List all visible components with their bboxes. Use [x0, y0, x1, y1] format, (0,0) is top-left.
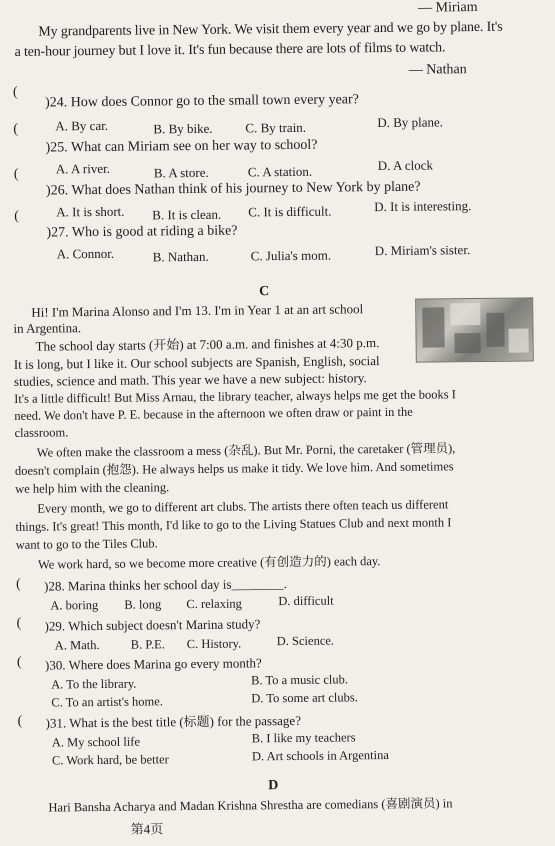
question-stem: How does Connor go to the small town every year?: [70, 92, 359, 111]
question-30: [45, 656, 262, 671]
question-stem: Who is good at riding a bike?: [71, 223, 238, 241]
option: B. To a music club.: [251, 672, 349, 688]
option: A. A river.: [55, 160, 111, 177]
passage-d-line: Hari Bansha Acharya and Madan Krishna Shrestha are comedians (喜剧演员) in: [48, 796, 453, 815]
option: D. A clock: [377, 157, 434, 174]
question-number: )28.: [44, 578, 65, 594]
nathan-passage-line: My grandparents live in New York. We visit them every year and we go by plane. It's: [38, 19, 503, 40]
option: D. Art schools in Argentina: [251, 747, 389, 764]
option: A. To the library.: [51, 676, 137, 692]
passage-c-line: things. It's great! This month, I'd like to go to the Living Statues Club and next month I: [15, 515, 452, 534]
option: C. Julia's mom.: [250, 247, 332, 264]
option: C. Work hard, be better: [51, 752, 169, 768]
question-stem: Marina thinks her school day is________.: [67, 576, 287, 594]
question-26: [46, 181, 421, 199]
option: C. To an artist's home.: [51, 694, 163, 710]
question-number: )26.: [45, 183, 69, 199]
question-number: )30.: [44, 657, 66, 673]
question-number: )24.: [45, 95, 68, 111]
page-number: 第4页: [130, 821, 164, 837]
question-27: [46, 225, 237, 241]
question-number: )25.: [45, 140, 68, 156]
passage-c-line: It is long, but I like it. Our school subjects are Spanish, English, social: [13, 353, 380, 372]
option: B. It is clean.: [152, 206, 222, 223]
passage-c-line: Every month, we go to different art clubs. The artists there often teach us different: [37, 497, 449, 516]
question-28: [44, 577, 287, 593]
answer-bracket: (: [16, 615, 22, 631]
question-29: [44, 617, 260, 632]
option: A. boring: [50, 598, 99, 613]
passage-c-line: Hi! I'm Marina Alonso and I'm 13. I'm in Year 1 at an art school: [31, 301, 364, 320]
school-photo: [415, 297, 534, 362]
question-number: )29.: [44, 618, 66, 634]
question-stem: What can Miriam see on her way to school?: [70, 137, 318, 156]
passage-c-line: doesn't complain (抱怨). He always helps us make it tidy. We love him. And sometimes: [14, 459, 454, 478]
passage-c-line: The school day starts (开始) at 7:00 a.m. and finishes at 4:30 p.m.: [35, 335, 380, 354]
answer-bracket: (: [13, 121, 19, 137]
option: D. It is interesting.: [374, 198, 472, 215]
signature-miriam: — Miriam: [418, 0, 478, 16]
question-stem: Which subject doesn't Marina study?: [68, 616, 261, 634]
option: A. It is short.: [56, 203, 125, 220]
answer-bracket: (: [14, 208, 20, 224]
question-stem: Where does Marina go every month?: [68, 655, 262, 673]
option: B. P.E.: [130, 637, 165, 652]
option: D. Miriam's sister.: [374, 242, 471, 259]
option: C. History.: [186, 636, 242, 652]
option: A. Connor.: [56, 245, 115, 262]
question-24: [45, 93, 359, 110]
option: D. difficult: [278, 593, 334, 609]
option: B. By bike.: [153, 120, 213, 137]
answer-bracket: (: [16, 576, 21, 592]
passage-c-line: in Argentina.: [13, 320, 82, 336]
section-heading: D: [268, 778, 279, 794]
option: D. Science.: [276, 633, 335, 649]
option: D. By plane.: [377, 114, 444, 131]
option: D. To some art clubs.: [251, 690, 358, 706]
answer-bracket: (: [17, 713, 23, 729]
option: C. relaxing: [186, 596, 242, 612]
question-number: )27.: [46, 225, 69, 241]
question-25: [45, 139, 317, 156]
question-number: )31.: [45, 715, 67, 731]
passage-c-line: want to go to the Tiles Club.: [15, 536, 158, 552]
option: C. By train.: [245, 119, 307, 136]
question-stem: What does Nathan think of his journey to New York by plane?: [71, 179, 421, 199]
nathan-passage-line: a ten-hour journey but I love it. It's fun because there are lots of films to watch.: [14, 40, 446, 60]
answer-bracket: (: [13, 166, 19, 182]
passage-c-line: We work hard, so we become more creative (有创造力的) each day.: [37, 554, 381, 572]
option: A. Math.: [54, 637, 100, 653]
passage-c-line: studies, science and math. This year we have a new subject: history.: [13, 370, 367, 389]
section-heading: C: [258, 284, 270, 300]
question-31: [46, 714, 301, 730]
option: C. It is difficult.: [248, 203, 332, 220]
signature-nathan: — Nathan: [408, 62, 467, 78]
passage-c-line: classroom.: [14, 425, 69, 440]
answer-bracket: (: [12, 84, 18, 100]
option: C. A station.: [247, 163, 313, 180]
passage-c-line: we help him with the cleaning.: [15, 480, 170, 496]
question-stem: What is the best title (标题) for the passage?: [69, 712, 302, 731]
passage-c-line: need. We don't have P. E. because in the afternoon we often draw or paint in the: [14, 404, 413, 423]
option: B. A store.: [153, 164, 209, 181]
answer-bracket: (: [16, 654, 22, 670]
option: B. I like my teachers: [251, 730, 356, 746]
passage-c-line: It's a little difficult! But Miss Arnau, the library teacher, always helps me get the books I: [14, 387, 456, 406]
option: A. My school life: [51, 734, 141, 750]
passage-c-line: We often make the classroom a mess (杂乱). But Mr. Porni, the caretaker (管理员),: [36, 441, 456, 460]
option: B. long: [124, 597, 162, 612]
option: A. By car.: [55, 117, 109, 134]
option: B. Nathan.: [152, 248, 209, 265]
